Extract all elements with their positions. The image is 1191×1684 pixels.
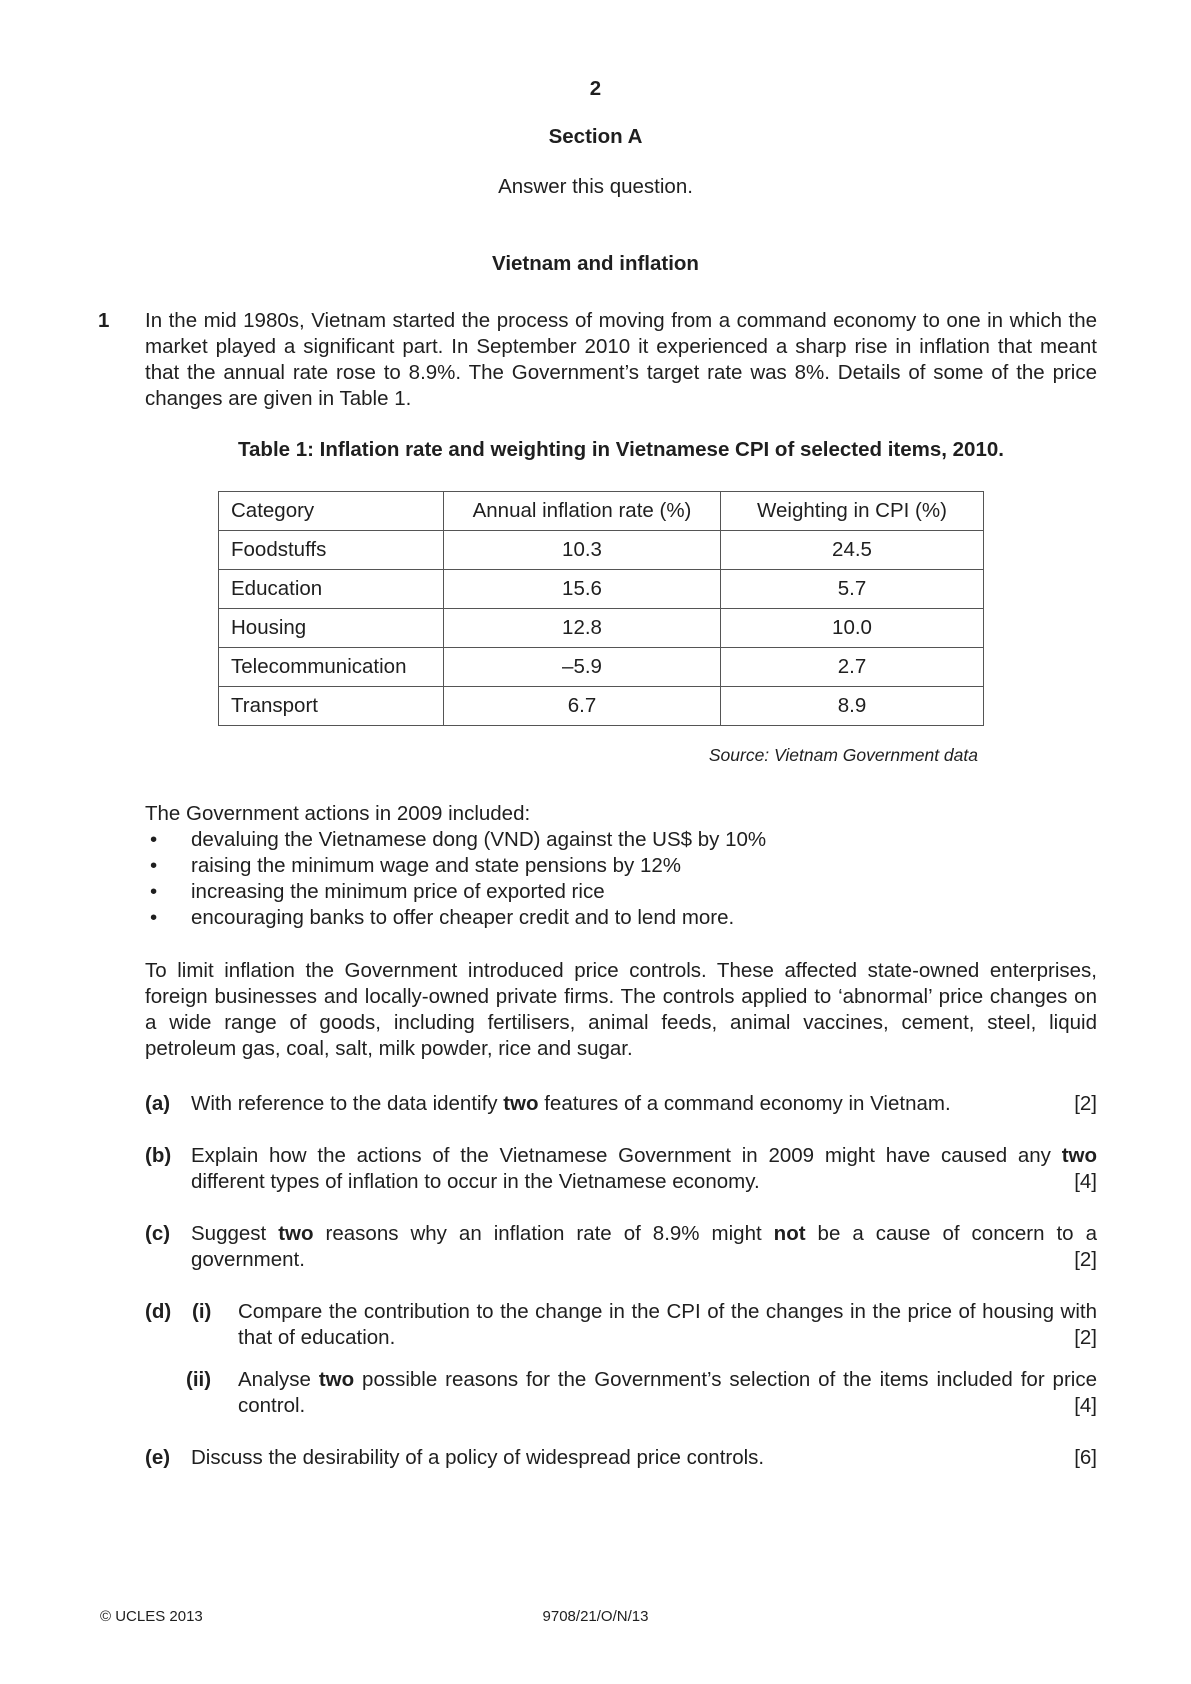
page-number: 2 <box>589 77 602 100</box>
question-d-label: (d) <box>145 1300 172 1323</box>
question-c-label: (c) <box>145 1222 171 1245</box>
question-b-mark: [4] <box>1074 1170 1097 1193</box>
table-cell: 10.0 <box>721 609 984 648</box>
intro-paragraph: In the mid 1980s, Vietnam started the process of moving from a command economy to one in which the market played a significant part. In September 2010 it experienced a sharp rise in inflation that meant that the annual rate rose to 8.9%. The Government’s target rate was 8%. Details of some of the price changes are given in Table 1. <box>145 309 1097 410</box>
table-cell: Education <box>219 570 444 609</box>
table-row <box>219 570 984 609</box>
list-item: • increasing the minimum price of exported rice <box>145 879 766 905</box>
table-cell: Housing <box>219 609 444 648</box>
question-a-text: With reference to the data identify two features of a command economy in Vietnam. <box>191 1092 951 1115</box>
controls-paragraph: To limit inflation the Government introduced price controls. These affected state-owned enterprises, foreign businesses and locally-owned private firms. The controls applied to ‘abnormal’ price changes on a wide range of goods, including fertilisers, animal feeds, animal vaccines, cement, steel, liquid petroleum gas, coal, salt, milk powder, rice and sugar. <box>145 959 1097 1060</box>
table-header-row <box>219 492 984 531</box>
question-c-mark: [2] <box>1074 1248 1097 1271</box>
table-cell: 10.3 <box>444 531 721 570</box>
table-cell: Telecommunication <box>219 648 444 687</box>
question-e-mark: [6] <box>1074 1446 1097 1469</box>
table-row <box>219 648 984 687</box>
section-title: Section A <box>548 125 643 148</box>
list-item: • encouraging banks to offer cheaper credit and to lend more. <box>145 905 766 931</box>
table-row <box>219 687 984 726</box>
table-cell: 15.6 <box>444 570 721 609</box>
question-b-text: Explain how the actions of the Vietnamese Government in 2009 might have caused any two different types of inflation to occur in the Vietnamese economy. <box>191 1144 1097 1193</box>
table-caption: Table 1: Inflation rate and weighting in Vietnamese CPI of selected items, 2010. <box>238 438 1004 461</box>
table-cell: Foodstuffs <box>219 531 444 570</box>
table-cell: Transport <box>219 687 444 726</box>
table-cell: –5.9 <box>444 648 721 687</box>
question-d-ii-mark: [4] <box>1074 1394 1097 1417</box>
question-b-label: (b) <box>145 1144 172 1167</box>
actions-heading: The Government actions in 2009 included: <box>145 802 531 825</box>
footer-copyright: © UCLES 2013 <box>100 1608 203 1625</box>
question-e-text: Discuss the desirability of a policy of widespread price controls. <box>191 1446 765 1469</box>
list-item: • devaluing the Vietnamese dong (VND) against the US$ by 10% <box>145 827 766 853</box>
question-c-text: Suggest two reasons why an inflation rate of 8.9% might not be a cause of concern to a government. <box>191 1222 1097 1271</box>
question-d-ii-text: Analyse two possible reasons for the Government’s selection of the items included for price control. <box>238 1368 1097 1417</box>
actions-list <box>145 827 766 931</box>
table-cell: 8.9 <box>721 687 984 726</box>
table-cell: 2.7 <box>721 648 984 687</box>
table-cell: 24.5 <box>721 531 984 570</box>
list-item: • raising the minimum wage and state pensions by 12% <box>145 853 766 879</box>
table-cell: 5.7 <box>721 570 984 609</box>
table-source: Source: Vietnam Government data <box>708 745 978 765</box>
instruction-text: Answer this question. <box>498 175 693 198</box>
table-cell: 12.8 <box>444 609 721 648</box>
question-a-label: (a) <box>145 1092 171 1115</box>
table-header-cell: Category <box>219 492 444 531</box>
question-d-i-text: Compare the contribution to the change in the CPI of the changes in the price of housing with that of education. <box>238 1300 1097 1349</box>
table-cell: 6.7 <box>444 687 721 726</box>
question-d-i-mark: [2] <box>1074 1326 1097 1349</box>
question-d-ii-label: (ii) <box>186 1368 212 1391</box>
cpi-table <box>218 491 984 726</box>
article-title: Vietnam and inflation <box>492 252 699 275</box>
footer-paper-code: 9708/21/O/N/13 <box>542 1608 649 1625</box>
question-number: 1 <box>98 309 110 332</box>
question-d-i-label: (i) <box>192 1300 212 1323</box>
table-row <box>219 609 984 648</box>
question-a-mark: [2] <box>1074 1092 1097 1115</box>
question-e-label: (e) <box>145 1446 171 1469</box>
table-header-cell: Weighting in CPI (%) <box>721 492 984 531</box>
table-row <box>219 531 984 570</box>
table-header-cell: Annual inflation rate (%) <box>444 492 721 531</box>
